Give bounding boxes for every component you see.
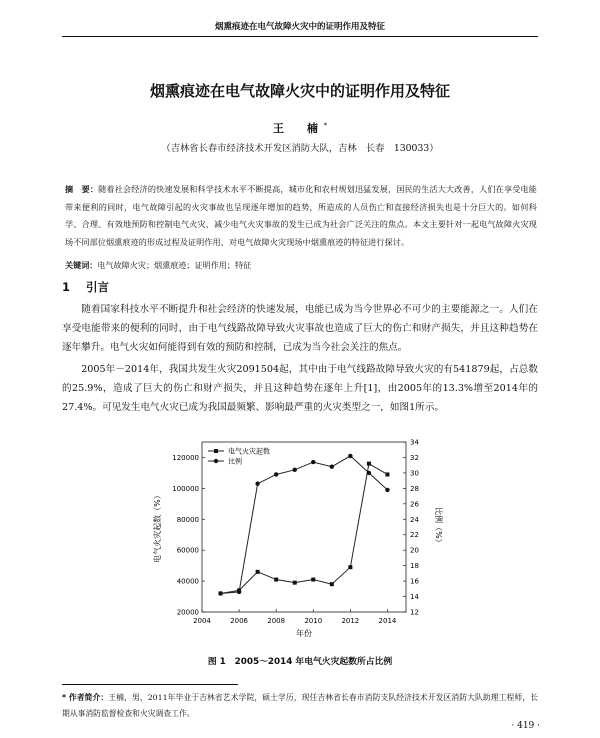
data-point-circle [385, 488, 389, 492]
keywords [65, 260, 537, 271]
data-point-circle [293, 468, 297, 472]
y-right-tick-label: 22 [410, 531, 419, 540]
data-point-circle [274, 472, 278, 476]
body-paragraph-1 [62, 300, 538, 358]
y-right-tick-label: 16 [410, 577, 419, 586]
y-tick-label: 100000 [172, 484, 199, 493]
data-point-circle [348, 454, 352, 458]
data-point-circle [237, 590, 241, 594]
data-point-square [385, 472, 389, 476]
data-point-circle [218, 591, 222, 595]
data-point-circle [330, 465, 334, 469]
data-point-circle [367, 471, 371, 475]
author-line [60, 120, 540, 136]
data-point-square [367, 462, 371, 466]
y-right-axis-label: 比例（%） [434, 507, 443, 547]
footnote-label: * 作者简介： [62, 693, 109, 702]
keywords-text: 电气故障火灾；烟熏痕迹；证明作用；特征 [97, 260, 252, 270]
page-number: · 419 · [511, 721, 540, 731]
y-tick-label: 40000 [176, 577, 199, 586]
data-point-circle [255, 482, 259, 486]
data-point-square [256, 570, 260, 574]
y-tick-label: 60000 [176, 546, 199, 555]
paragraph: 2005年－2014年，我国共发生火灾2091504起，其中由于电气线路故障导致火灾的有541879起，占总数的25.9%，造成了巨大的伤亡和财产损失，并且这种趋势在逐年上升[1]，由2005年的13.3%增至2014年的27.4%。可见发生电气火灾已成为我国最频繁、影响最严重的火灾类型之一，如图1所示。 [62, 364, 538, 414]
keywords-label: 关键词： [65, 260, 98, 270]
section-title: 引言 [86, 280, 110, 294]
y-right-tick-label: 18 [410, 562, 419, 571]
y-right-tick-label: 32 [410, 453, 419, 462]
y-right-tick-label: 28 [410, 484, 419, 493]
body-paragraph-2 [62, 360, 538, 418]
header-rule [62, 36, 538, 37]
section-number: 1 [62, 280, 71, 294]
series-line-2 [221, 456, 388, 594]
y-right-tick-label: 20 [410, 546, 419, 555]
y-right-tick-label: 12 [410, 608, 419, 617]
legend-marker-square [214, 449, 218, 453]
data-point-square [348, 565, 352, 569]
data-point-square [311, 578, 315, 582]
y-tick-label: 120000 [172, 453, 199, 462]
x-tick-label: 2012 [341, 617, 360, 625]
abstract [65, 181, 537, 251]
y-right-tick-label: 30 [410, 469, 419, 478]
data-point-square [293, 581, 297, 585]
section-heading [62, 279, 109, 295]
data-point-circle [311, 460, 315, 464]
x-axis-label: 年份 [296, 629, 312, 638]
paragraph: 随着国家科技水平不断提升和社会经济的快速发展，电能已成为当今世界必不可少的主要能源之一。人们在享受电能带来的便利的同时，由于电气线路故障导致火灾事故也造成了巨大的伤亡和财产损失，并且这种趋势在逐年攀升。电气火灾如何能得到有效的预防和控制，已成为当今社会关注的焦点。 [62, 304, 538, 354]
x-tick-label: 2004 [193, 617, 211, 625]
legend-label: 电气火灾起数 [228, 447, 270, 456]
figure-caption: 图 1 2005～2014 年电气火灾起数所占比例 [207, 657, 393, 667]
x-tick-label: 2008 [267, 617, 286, 625]
legend-marker-circle [214, 459, 218, 463]
paper-title: 烟熏痕迹在电气故障火灾中的证明作用及特征 [149, 82, 450, 100]
abstract-text: 随着社会经济的快速发展和科学技术水平不断提高，城市化和农村规划迅猛发展，国民的生活大大改善，人们在享受电能带来便利的同时，电气故障引起的火灾事故也呈现逐年增加的趋势，所造成的人员伤亡和直接经济损失也是十分巨大的。如何科学、合理、有效地预防和控制电气火灾，减少电气火灾事故的发生已成为社会广泛关注的焦点。本文主要针对一起电气故障火灾现场不同部位烟熏痕迹的形成过程及证明作用、对电气故障火灾现场中烟熏痕迹的特征进行探讨。 [65, 184, 537, 247]
series-line-1 [221, 464, 388, 594]
x-tick-label: 2014 [378, 617, 397, 625]
y-right-tick-label: 14 [410, 593, 419, 602]
y-tick-label: 80000 [176, 515, 199, 524]
author-footnote [62, 690, 538, 722]
abstract-label: 摘 要： [65, 184, 99, 194]
figure-1-chart [120, 430, 460, 648]
data-point-square [274, 578, 278, 582]
data-point-square [330, 582, 334, 586]
x-tick-label: 2010 [304, 617, 323, 625]
legend-label: 比例 [228, 457, 242, 466]
affiliation: （吉林省长春市经济技术开发区消防大队，吉林 长春 130033） [161, 143, 439, 154]
author-name: 王 楠 [272, 122, 324, 135]
x-tick-label: 2006 [230, 617, 249, 625]
y-right-tick-label: 26 [410, 500, 419, 509]
footnote-text: 王楠，男，2011年毕业于吉林省艺术学院，硕士学历，现任吉林省长春市消防支队经济技术开发区消防大队助理工程师，长期从事消防监督检查和火灾调查工作。 [62, 693, 538, 718]
y-axis-label: 电气火灾起数（%） [153, 491, 162, 563]
footnote-rule [62, 684, 238, 685]
y-tick-label: 20000 [176, 608, 199, 617]
y-right-tick-label: 34 [410, 438, 419, 447]
running-head: 烟熏痕迹在电气故障火灾中的证明作用及特征 [214, 22, 385, 32]
author-footnote-mark: * [323, 122, 328, 130]
y-right-tick-label: 24 [410, 515, 419, 524]
